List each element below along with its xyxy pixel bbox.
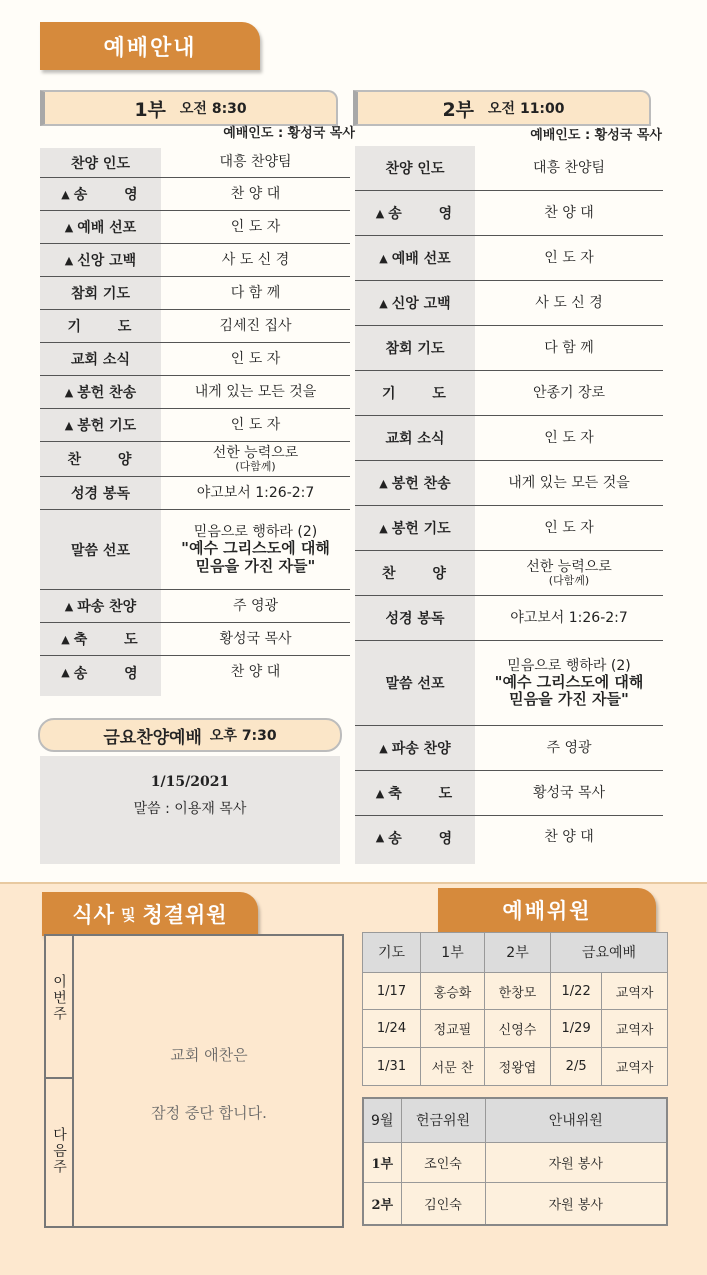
program-label-text: 찬양 인도	[385, 161, 445, 177]
program-label-text: 봉헌 찬송	[77, 385, 137, 401]
cell-date: 2/5	[551, 1048, 602, 1086]
triangle-icon: ▲	[64, 220, 74, 234]
cell-name: 자원 봉사	[485, 1142, 667, 1183]
program-label-text: 성경 봉독	[71, 486, 130, 502]
meal-title-b: 및	[120, 905, 137, 924]
triangle-icon: ▲	[375, 831, 385, 844]
program-value-text: 선한 능력으로	[212, 444, 299, 461]
cell-name: 한창모	[485, 972, 551, 1010]
program-label	[40, 596, 161, 616]
program-value-text: 주 영광	[546, 739, 592, 756]
program-label	[355, 608, 475, 628]
program-value	[161, 664, 350, 680]
program-label-text: 찬양 인도	[71, 155, 130, 172]
program-label-text: 기 도	[67, 319, 134, 335]
program-value	[475, 430, 663, 446]
triangle-icon: ▲	[64, 599, 74, 613]
friday-service-header	[38, 718, 342, 752]
program-row	[355, 551, 663, 596]
program-label	[355, 828, 475, 848]
header-offering: 헌금위원	[401, 1098, 485, 1142]
program-label-text: 파송 찬양	[391, 741, 451, 757]
service1-title: 1부	[134, 98, 166, 121]
program-label-text: 봉헌 기도	[77, 418, 137, 434]
program-label	[355, 383, 475, 403]
program-label-text: 성경 봉독	[385, 611, 445, 627]
program-row	[40, 442, 350, 477]
service1-leader: 예배인도 : 황성국 목사	[223, 126, 355, 141]
table-row	[363, 1142, 667, 1183]
program-value-text: 황성국 목사	[532, 784, 606, 801]
program-label	[40, 283, 161, 303]
friday-time: 오후 7:30	[209, 728, 277, 744]
table-row	[363, 972, 668, 1010]
program-value	[161, 285, 350, 301]
meal-committee-title	[42, 892, 258, 936]
program-label	[355, 563, 475, 583]
program-value	[475, 520, 663, 536]
program-value-text: 믿음으로 행하라 (2)	[507, 657, 631, 674]
program-value	[475, 385, 663, 401]
program-value-text: 인 도 자	[230, 218, 281, 235]
sermon-title-line: "예수 그리스도에 대해	[181, 539, 330, 558]
program-value-text: 안종기 장로	[532, 384, 606, 401]
service1-time: 오전 8:30	[179, 101, 247, 117]
program-value-text: 사 도 신 경	[221, 251, 290, 268]
table-header-row	[363, 1098, 667, 1142]
committee-title	[438, 888, 656, 932]
program-label	[40, 483, 161, 503]
program-value	[475, 295, 663, 311]
triangle-icon: ▲	[379, 476, 388, 490]
program-label-text: 송 영	[388, 830, 455, 847]
program-value	[475, 475, 663, 491]
program-label-text: 기 도	[382, 386, 448, 402]
header-month: 9월	[363, 1098, 401, 1142]
program-label-text: 봉헌 찬송	[391, 476, 451, 492]
table-row	[363, 1010, 668, 1048]
program-row	[40, 277, 350, 310]
program-value-text: 야고보서 1:26-2:7	[510, 609, 628, 626]
triangle-icon: ▲	[379, 296, 388, 310]
program-row	[40, 178, 350, 211]
program-label-text: 송 영	[73, 665, 140, 682]
program-label	[40, 629, 161, 649]
cell-name: 서문 찬	[421, 1048, 485, 1086]
table-row	[363, 1183, 667, 1225]
friday-date: 1/15/2021	[150, 774, 230, 790]
program-value-sub: (다함께)	[548, 573, 590, 587]
program-value	[475, 610, 663, 626]
program-label	[355, 473, 475, 493]
program-value-text: 인 도 자	[544, 429, 594, 446]
program-label	[355, 248, 475, 268]
program-label-text: 축 도	[73, 632, 140, 648]
program-value	[475, 658, 663, 709]
program-row	[355, 371, 663, 416]
program-row	[355, 236, 663, 281]
program-label	[355, 673, 475, 693]
program-value	[475, 829, 663, 845]
triangle-icon: ▲	[375, 206, 385, 220]
program-row	[40, 211, 350, 244]
service2-program	[355, 146, 663, 864]
program-value-text: 주 영광	[232, 597, 279, 614]
committee-title-text: 예배위원	[502, 899, 592, 923]
program-label	[40, 316, 161, 336]
program-value-text: 사 도 신 경	[535, 294, 603, 311]
program-value-text: 대흥 찬양팀	[532, 159, 606, 176]
program-value	[475, 559, 663, 588]
triangle-icon: ▲	[379, 741, 388, 755]
program-row	[355, 816, 663, 859]
triangle-icon: ▲	[61, 187, 70, 201]
cell-date: 1/29	[551, 1010, 602, 1048]
program-row	[40, 343, 350, 376]
table-row	[363, 1048, 668, 1086]
program-label	[40, 540, 161, 560]
program-value-text: 찬 양 대	[230, 185, 281, 202]
program-row	[40, 477, 350, 510]
program-row	[355, 146, 663, 191]
program-value	[161, 351, 350, 367]
program-label	[40, 349, 161, 369]
program-label-text: 파송 찬양	[77, 599, 137, 615]
program-label-text: 송 영	[388, 206, 455, 222]
program-label	[355, 293, 475, 313]
program-label-text: 찬 양	[67, 452, 134, 468]
program-value	[161, 445, 350, 474]
header-service1: 1부	[421, 933, 485, 973]
cell-name: 자원 봉사	[485, 1183, 667, 1225]
program-row	[355, 506, 663, 551]
program-label	[355, 518, 475, 538]
this-week-cell	[46, 936, 72, 1079]
meal-title-c: 청결위원	[142, 903, 228, 927]
header-friday: 금요예배	[551, 933, 668, 973]
program-label	[40, 153, 161, 173]
sermon-title-line: 믿음을 가진 자들"	[195, 556, 316, 575]
service2-header	[353, 90, 651, 126]
program-row	[355, 326, 663, 371]
program-label	[355, 158, 475, 178]
program-row	[40, 623, 350, 656]
meal-notice-line2: 잠정 중단 합니다.	[151, 1104, 267, 1122]
program-label-text: 봉헌 기도	[391, 521, 451, 537]
next-week-label: 다음주	[51, 1127, 67, 1175]
triangle-icon: ▲	[379, 251, 388, 265]
program-row	[40, 590, 350, 623]
program-label	[40, 217, 161, 237]
program-value-text: 대흥 찬양팀	[219, 154, 292, 171]
section-title-worship-guide	[40, 22, 260, 70]
program-label-text: 예배 선포	[77, 220, 137, 236]
cell-service: 2부	[363, 1183, 401, 1225]
service2-time: 오전 11:00	[488, 101, 565, 117]
sermon-title-line: 믿음을 가진 자들"	[509, 690, 629, 709]
program-row	[40, 376, 350, 409]
program-row	[355, 191, 663, 236]
program-label-text: 예배 선포	[391, 251, 451, 267]
program-label	[40, 184, 161, 204]
program-label	[355, 783, 475, 803]
week-column	[46, 936, 74, 1226]
cell-name: 조인숙	[401, 1142, 485, 1183]
program-value	[161, 524, 350, 575]
program-label-text: 참회 기도	[71, 286, 130, 302]
program-row	[355, 281, 663, 326]
program-label-text: 말씀 선포	[71, 542, 130, 559]
program-label-text: 축 도	[388, 786, 455, 802]
friday-service-box	[40, 756, 340, 864]
triangle-icon: ▲	[61, 632, 70, 646]
program-value-text: 믿음으로 행하라 (2)	[193, 524, 318, 541]
cell-name: 정교필	[421, 1010, 485, 1048]
triangle-icon: ▲	[64, 418, 74, 432]
program-label	[355, 338, 475, 358]
program-row	[355, 416, 663, 461]
triangle-icon: ▲	[61, 666, 70, 679]
program-value-text: 야고보서 1:26-2:7	[196, 484, 315, 501]
cell-date: 1/24	[363, 1010, 421, 1048]
program-value	[161, 631, 350, 647]
program-value	[161, 384, 350, 400]
this-week-label: 이번주	[51, 974, 67, 1022]
program-label-text: 찬 양	[382, 566, 448, 582]
program-value	[475, 785, 663, 801]
program-row	[40, 409, 350, 442]
program-value-text: 황성국 목사	[219, 630, 292, 647]
header-usher: 안내위원	[485, 1098, 667, 1142]
program-value	[161, 485, 350, 501]
cell-date: 1/17	[363, 972, 421, 1010]
program-value	[475, 250, 663, 266]
program-value	[161, 252, 350, 268]
program-value-text: 찬 양 대	[230, 664, 281, 681]
program-row	[40, 244, 350, 277]
program-label	[40, 449, 161, 469]
program-value-text: 인 도 자	[544, 249, 594, 266]
cell-name: 정왕엽	[485, 1048, 551, 1086]
cell-name: 교역자	[602, 1010, 668, 1048]
program-label	[355, 738, 475, 758]
section-title-text: 예배안내	[103, 35, 197, 61]
program-label-text: 신앙 고백	[391, 296, 451, 312]
friday-title: 금요찬양예배	[103, 727, 202, 748]
meal-box	[44, 934, 344, 1228]
program-label	[355, 203, 475, 223]
program-value	[161, 417, 350, 433]
program-value-text: 내게 있는 모든 것을	[194, 383, 317, 400]
header-prayer: 기도	[363, 933, 421, 973]
program-label	[40, 415, 161, 435]
triangle-icon: ▲	[64, 253, 74, 267]
program-label-text: 교회 소식	[385, 431, 445, 447]
program-value-text: 다 함 께	[230, 284, 281, 301]
program-label-text: 참회 기도	[385, 341, 445, 357]
program-value	[161, 318, 350, 334]
program-value	[161, 598, 350, 614]
program-value-text: 찬 양 대	[544, 204, 594, 221]
prayer-committee-table	[362, 932, 668, 1086]
next-week-cell	[46, 1081, 72, 1228]
triangle-icon: ▲	[375, 786, 385, 800]
program-row	[355, 461, 663, 506]
cell-name: 김인숙	[401, 1183, 485, 1225]
program-value-text: 인 도 자	[230, 416, 281, 433]
service2-leader: 예배인도 : 황성국 목사	[530, 128, 662, 143]
program-row	[355, 771, 663, 816]
program-row	[355, 641, 663, 726]
program-value-text: 다 함 께	[544, 339, 594, 356]
cell-service: 1부	[363, 1142, 401, 1183]
program-value	[475, 740, 663, 756]
cell-name: 홍승화	[421, 972, 485, 1010]
program-value	[475, 205, 663, 221]
program-value-text: 선한 능력으로	[526, 558, 612, 575]
program-label	[40, 382, 161, 402]
program-label-text: 신앙 고백	[77, 253, 137, 269]
offering-usher-table	[362, 1097, 668, 1226]
program-value	[475, 160, 663, 176]
program-value-text: 찬 양 대	[544, 829, 594, 846]
meal-notice-line1: 교회 애찬은	[170, 1046, 248, 1064]
program-label-text: 송 영	[73, 187, 140, 203]
cell-date: 1/31	[363, 1048, 421, 1086]
program-value	[161, 219, 350, 235]
program-value-sub: (다함께)	[235, 459, 276, 473]
program-label-text: 말씀 선포	[385, 676, 445, 692]
program-row	[40, 148, 350, 178]
program-value-text: 인 도 자	[230, 350, 281, 367]
sermon-title-line: "예수 그리스도에 대해	[494, 672, 644, 691]
service1-program	[40, 148, 350, 696]
program-row	[40, 656, 350, 689]
program-row	[40, 510, 350, 590]
program-value-text: 내게 있는 모든 것을	[508, 474, 630, 491]
cell-name: 교역자	[602, 1048, 668, 1086]
program-row	[355, 596, 663, 641]
program-label	[40, 250, 161, 270]
program-value	[161, 154, 350, 170]
cell-name: 신영수	[485, 1010, 551, 1048]
program-row	[40, 310, 350, 343]
friday-speaker: 말씀 : 이용재 목사	[133, 801, 247, 817]
program-value	[475, 340, 663, 356]
cell-name: 교역자	[602, 972, 668, 1010]
service1-header	[40, 90, 338, 126]
table-header-row	[363, 933, 668, 973]
service2-title: 2부	[442, 98, 475, 121]
program-label-text: 교회 소식	[71, 352, 130, 368]
header-service2: 2부	[485, 933, 551, 973]
program-row	[355, 726, 663, 771]
program-label	[355, 428, 475, 448]
triangle-icon: ▲	[64, 385, 74, 399]
program-value-text: 인 도 자	[544, 519, 594, 536]
program-value-text: 김세진 집사	[219, 317, 292, 334]
program-value	[161, 186, 350, 202]
program-label	[40, 663, 161, 683]
triangle-icon: ▲	[379, 521, 388, 535]
meal-title-a: 식사	[72, 903, 115, 927]
cell-date: 1/22	[551, 972, 602, 1010]
